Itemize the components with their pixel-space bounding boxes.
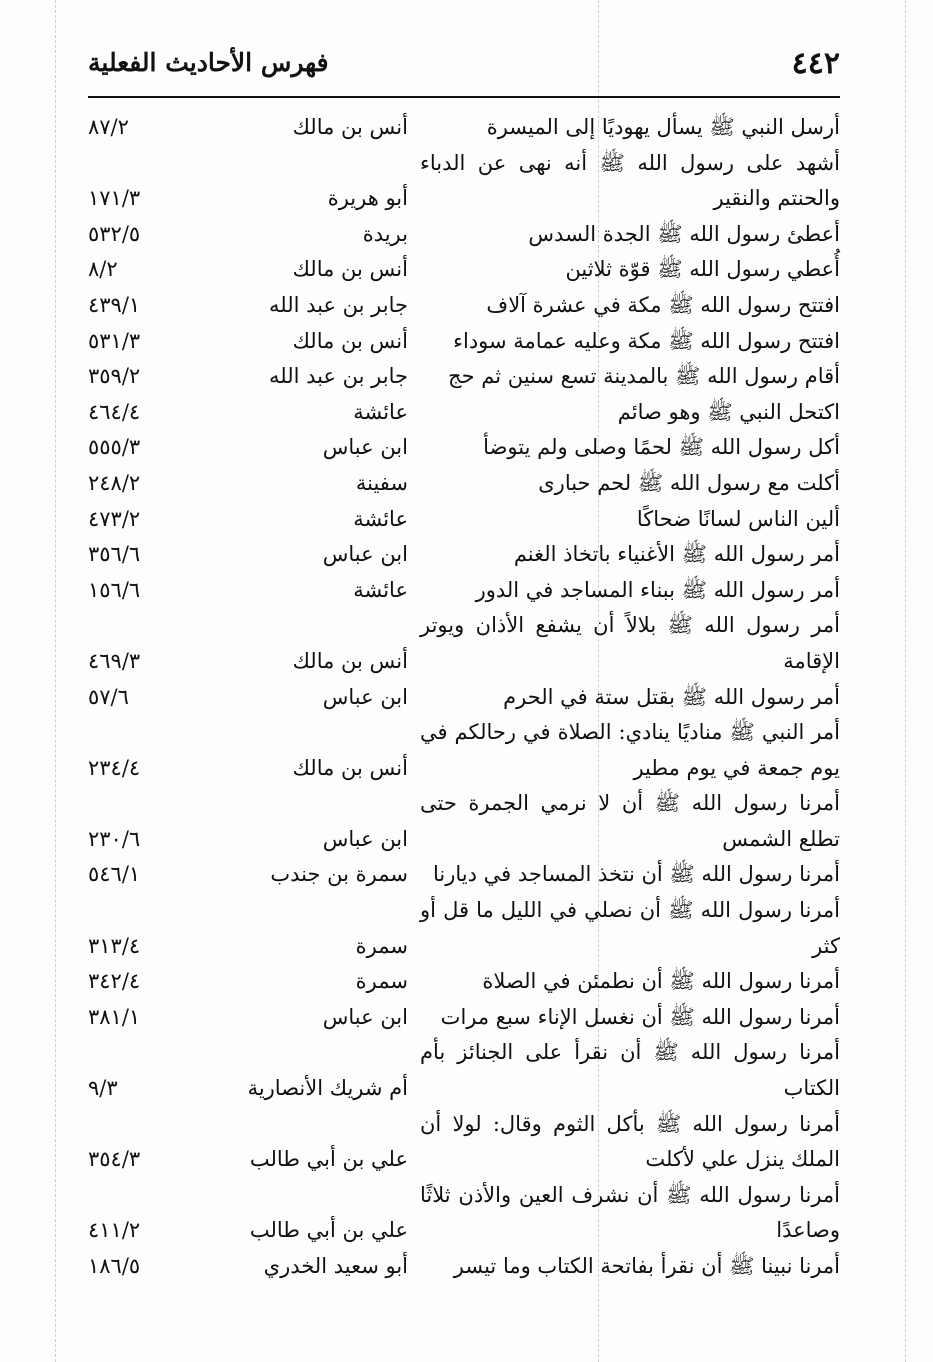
narrator-name: سفينة — [355, 470, 408, 495]
index-entry — [88, 680, 840, 716]
narrator-name: سمرة — [355, 933, 408, 958]
volume-page-reference: ٩/٣ — [88, 1076, 118, 1101]
hadith-text: أقام رسول الله ﷺ بالمدينة تسع سنين ثم حج — [448, 364, 840, 389]
scan-guide-line — [905, 0, 906, 1362]
volume-page-reference: ٥٧/٦ — [88, 684, 129, 709]
narrator-name: أنس بن مالك — [292, 755, 408, 780]
volume-page-reference: ٥٣٢/٥ — [88, 221, 141, 246]
index-entry — [88, 252, 840, 288]
index-entry — [88, 1249, 840, 1285]
narrator-name: عائشة — [353, 399, 408, 424]
index-entry — [88, 893, 840, 964]
hadith-text: أمرنا رسول الله ﷺ أن نقرأ على الجنائز بأم الكتاب — [420, 1040, 840, 1101]
index-entry — [88, 608, 840, 679]
volume-page-reference: ٣٥٩/٢ — [88, 364, 141, 389]
index-entry — [88, 786, 840, 857]
narrator-name: أنس بن مالك — [292, 115, 408, 139]
volume-page-reference: ٥٥٥/٣ — [88, 435, 141, 460]
volume-page-reference: ٨٧/٢ — [88, 115, 129, 139]
narrator-name: سمرة بن جندب — [270, 862, 408, 887]
hadith-text: اكتحل النبي ﷺ وهو صائم — [617, 399, 840, 424]
narrator-name: علي بن أبي طالب — [249, 1218, 408, 1243]
narrator-name: أبو هريرة — [327, 186, 408, 211]
volume-page-reference: ٤٧٣/٢ — [88, 506, 141, 531]
volume-page-reference: ٢٣٤/٤ — [88, 755, 141, 780]
narrator-name: علي بن أبي طالب — [249, 1147, 408, 1172]
hadith-text: أمرنا رسول الله ﷺ أن نتخذ المساجد في ديارنا — [432, 862, 840, 887]
index-entry — [88, 502, 840, 538]
narrator-name: ابن عباس — [322, 542, 408, 567]
volume-page-reference: ٢٣٠/٦ — [88, 826, 141, 851]
hadith-text: أشهد على رسول الله ﷺ أنه نهى عن الدباء والحنتم والنقير — [420, 150, 840, 211]
volume-page-reference: ٣٥٦/٦ — [88, 542, 141, 567]
narrator-name: عائشة — [353, 506, 408, 531]
hadith-text: أمر رسول الله ﷺ بقتل ستة في الحرم — [503, 684, 840, 709]
volume-page-reference: ٥٤٦/١ — [88, 862, 141, 887]
narrator-name: أبو سعيد الخدري — [263, 1254, 408, 1278]
volume-page-reference: ٤٦٩/٣ — [88, 648, 141, 673]
header-divider — [88, 96, 840, 98]
narrator-name: جابر بن عبد الله — [268, 364, 408, 389]
volume-page-reference: ١٧١/٣ — [88, 186, 141, 211]
hadith-text: ألين الناس لسانًا ضحاكًا — [636, 506, 840, 531]
narrator-name: ابن عباس — [322, 826, 408, 851]
hadith-text: أمرنا رسول الله ﷺ بأكل الثوم وقال: لولا أن الملك ينزل علي لأكلت — [420, 1111, 840, 1172]
index-entry — [88, 715, 840, 786]
narrator-name: أنس بن مالك — [292, 328, 408, 353]
index-entry — [88, 1035, 840, 1106]
narrator-name: أنس بن مالك — [292, 257, 408, 282]
index-entry — [88, 110, 840, 146]
index-entry — [88, 288, 840, 324]
index-entry — [88, 430, 840, 466]
index-entry — [88, 573, 840, 609]
narrator-name: بريدة — [362, 221, 408, 246]
scan-guide-line — [55, 0, 56, 1362]
volume-page-reference: ٢٤٨/٢ — [88, 470, 141, 495]
hadith-text: أُعطي رسول الله ﷺ قوّة ثلاثين — [565, 257, 840, 282]
volume-page-reference: ٥٣١/٣ — [88, 328, 141, 353]
page-number: ٤٤٢ — [791, 46, 840, 81]
hadith-text: أكل رسول الله ﷺ لحمًا وصلى ولم يتوضأ — [483, 435, 840, 460]
hadith-text: أمر رسول الله ﷺ ببناء المساجد في الدور — [475, 577, 840, 602]
hadith-text: أرسل النبي ﷺ يسأل يهوديًا إلى الميسرة — [486, 115, 840, 139]
hadith-text: أمر رسول الله ﷺ بلالاً أن يشفع الأذان ويوتر الإقامة — [420, 613, 840, 673]
index-entry — [88, 466, 840, 502]
volume-page-reference: ١٨٦/٥ — [88, 1254, 141, 1278]
index-entry — [88, 1107, 840, 1178]
narrator-name: أنس بن مالك — [292, 648, 408, 673]
index-entry — [88, 324, 840, 360]
hadith-text: افتتح رسول الله ﷺ مكة في عشرة آلاف — [486, 292, 840, 317]
index-entry — [88, 395, 840, 431]
index-entry — [88, 537, 840, 573]
volume-page-reference: ٤١١/٢ — [88, 1218, 141, 1243]
hadith-text: أمرنا رسول الله ﷺ أن نصلي في الليل ما قل أو كثر — [420, 898, 840, 958]
volume-page-reference: ٤٣٩/١ — [88, 292, 141, 317]
narrator-name: ابن عباس — [322, 435, 408, 460]
hadith-text: أعطئ رسول الله ﷺ الجدة السدس — [528, 221, 840, 246]
index-entry — [88, 1178, 840, 1249]
hadith-text: أكلت مع رسول الله ﷺ لحم حبارى — [538, 470, 840, 495]
index-entry — [88, 359, 840, 395]
narrator-name: جابر بن عبد الله — [268, 292, 408, 317]
hadith-text: أمرنا رسول الله ﷺ أن لا نرمي الجمرة حتى تطلع الشمس — [420, 791, 840, 851]
narrator-name: سمرة — [355, 969, 408, 994]
hadith-text: افتتح رسول الله ﷺ مكة وعليه عمامة سوداء — [453, 328, 840, 353]
narrator-name: أم شريك الأنصارية — [247, 1076, 408, 1101]
hadith-text: أمرنا رسول الله ﷺ أن نشرف العين والأذن ثلاثًا وصاعدًا — [420, 1182, 840, 1243]
page-header — [88, 40, 840, 98]
hadith-text: أمرنا نبينا ﷺ أن نقرأ بفاتحة الكتاب وما تيسر — [453, 1254, 840, 1278]
volume-page-reference: ١٥٦/٦ — [88, 577, 141, 602]
index-entry — [88, 964, 840, 1000]
hadith-text: أمر رسول الله ﷺ الأغنياء باتخاذ الغنم — [513, 542, 840, 567]
volume-page-reference: ٣١٣/٤ — [88, 933, 141, 958]
running-title: فهرس الأحاديث الفعلية — [88, 48, 329, 77]
volume-page-reference: ٣٤٢/٤ — [88, 969, 141, 994]
volume-page-reference: ٣٥٤/٣ — [88, 1147, 141, 1172]
hadith-text: أمرنا رسول الله ﷺ أن نطمئن في الصلاة — [482, 969, 840, 994]
index-entry — [88, 146, 840, 217]
hadith-index-list — [88, 110, 840, 1285]
volume-page-reference: ٤٦٤/٤ — [88, 399, 141, 424]
narrator-name: عائشة — [353, 577, 408, 602]
index-entry — [88, 857, 840, 893]
narrator-name: ابن عباس — [322, 684, 408, 709]
narrator-name: ابن عباس — [322, 1004, 408, 1029]
hadith-text: أمرنا رسول الله ﷺ أن نغسل الإناء سبع مرات — [440, 1004, 840, 1029]
volume-page-reference: ٨/٢ — [88, 257, 118, 282]
hadith-text: أمر النبي ﷺ مناديًا ينادي: الصلاة في رحالكم في يوم جمعة في يوم مطير — [420, 720, 840, 780]
index-entry — [88, 1000, 840, 1036]
index-entry — [88, 217, 840, 253]
volume-page-reference: ٣٨١/١ — [88, 1004, 141, 1029]
